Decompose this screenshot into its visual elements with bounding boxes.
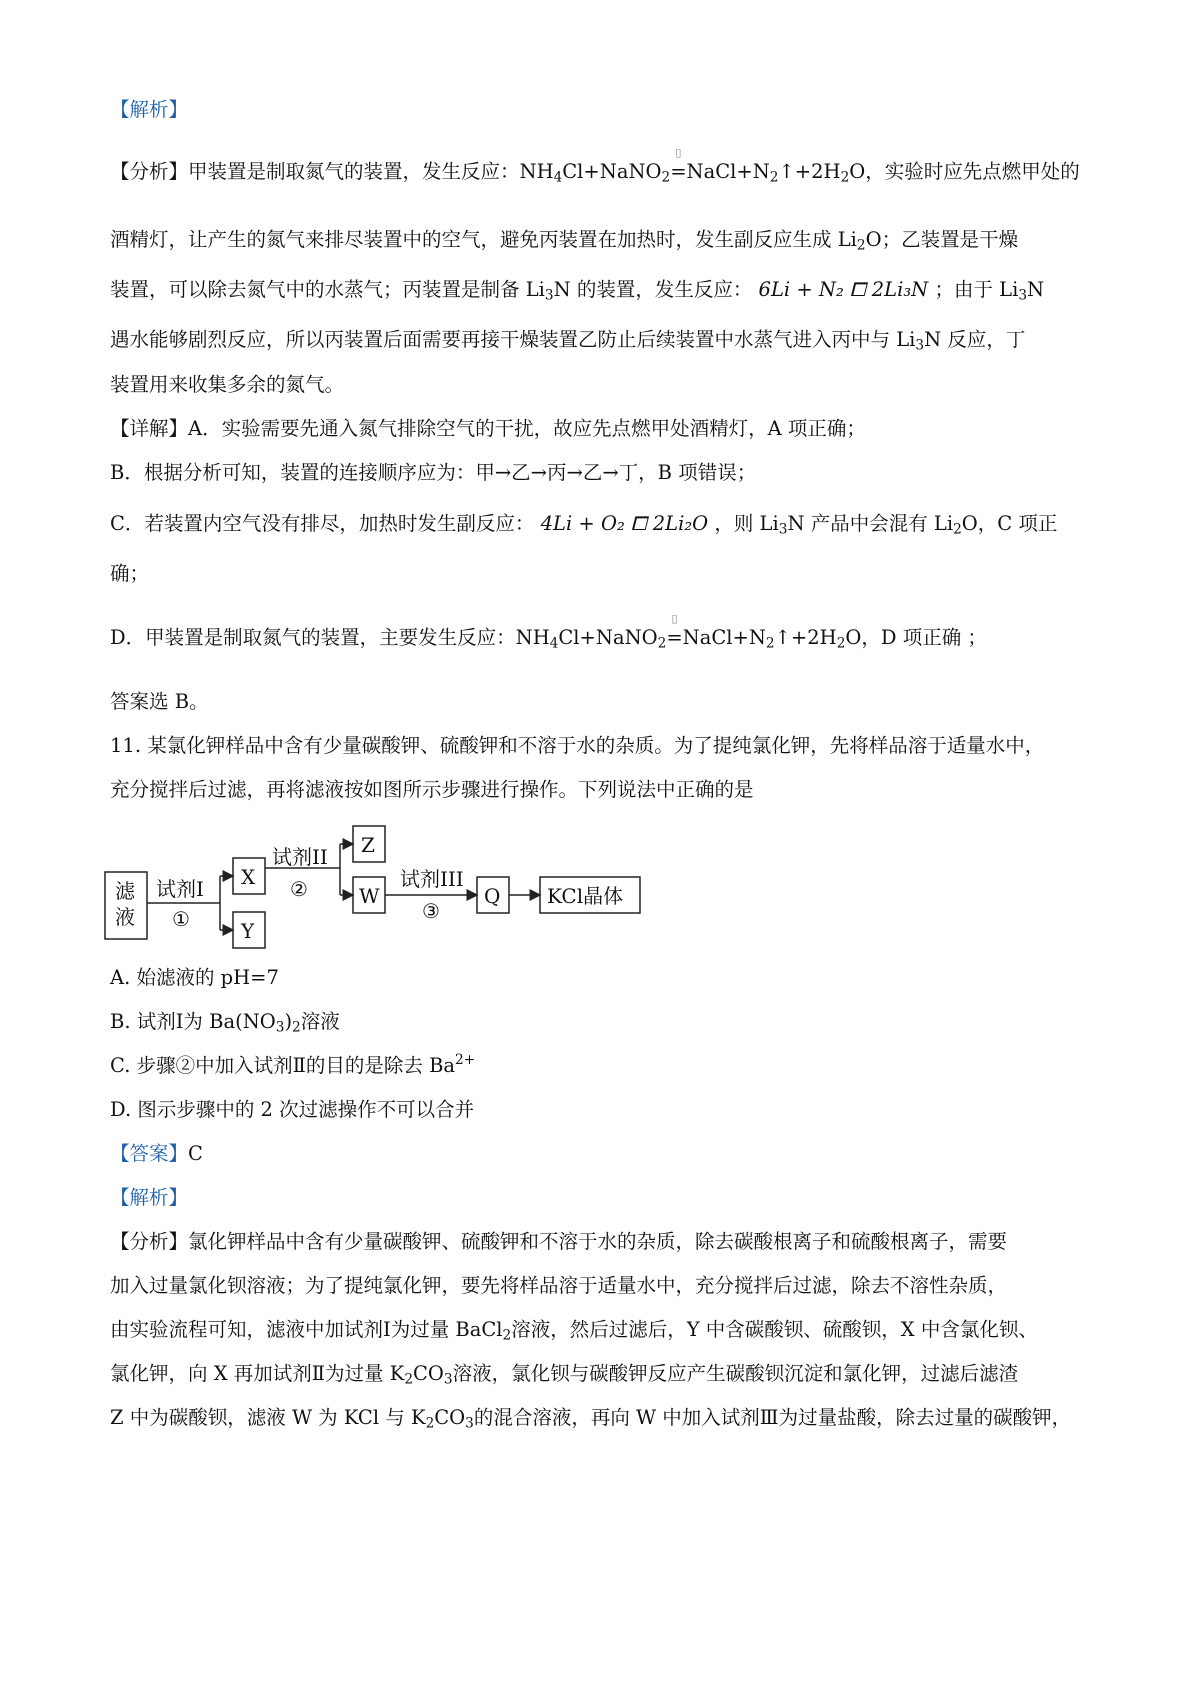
label-reagent2: 试剂II	[272, 845, 328, 869]
option-D: D. 图示步骤中的 2 次过滤操作不可以合并	[110, 1098, 475, 1121]
detail-C: C．若装置内空气没有排尽，加热时发生副反应： 4Li + O₂ ⧠ 2Li₂O ，则 $Li_3N$ 产品中会混有 $Li_2O$，C 项正	[110, 512, 1058, 538]
analysis-line-2: 酒精灯，让产生的氮气来排尽装置中的空气，避免丙装置在加热时，发生副反应生成 $Li_2O$；乙装置是干燥	[110, 228, 1019, 254]
label-q: Q	[484, 884, 501, 908]
option-C: C. 步骤②中加入试剂Ⅱ的目的是除去 $Ba^{2+}$	[110, 1051, 476, 1077]
label-kcl: KCl晶体	[547, 884, 624, 908]
answer-q11: 【答案】C	[110, 1142, 203, 1165]
option-A: A. 始滤液的 pH=7	[110, 966, 279, 989]
q11-analysis-1: 【分析】氯化钾样品中含有少量碳酸钾、硫酸钾和不溶于水的杂质，除去碳酸根离子和硫酸根离子，需要	[110, 1230, 1008, 1253]
label-step3: ③	[422, 899, 440, 923]
analysis-line-4: 遇水能够剧烈反应，所以丙装置后面需要再接干燥装置乙防止后续装置中水蒸气进入丙中与 $Li_3N$ 反应，丁	[110, 328, 1026, 354]
label-reagent3: 试剂III	[400, 867, 464, 891]
label-w: W	[359, 884, 380, 908]
q11-analysis-3: 由实验流程可知，滤液中加试剂Ⅰ为过量 BaCl$_2$溶液，然后过滤后，Y 中含碳酸钡、硫酸钡，X 中含氯化钡、	[110, 1318, 1038, 1344]
label-step1: ①	[172, 907, 190, 931]
label-z: Z	[361, 833, 375, 857]
detail-B: B．根据分析可知，装置的连接顺序应为：甲→乙→丙→乙→丁，B 项错误；	[110, 461, 757, 484]
answer-line: 答案选 B。	[110, 690, 209, 713]
label-y: Y	[241, 919, 255, 943]
analysis-line-3: 装置，可以除去氮气中的水蒸气；丙装置是制备 $Li_3N$ 的装置，发生反应： 6Li + N₂ ⧠ 2Li₃N ；由于 $Li_3N$	[110, 278, 1045, 304]
q11-stem-1: 11. 某氯化钾样品中含有少量碳酸钾、硫酸钾和不溶于水的杂质。为了提纯氯化钾，先将样品溶于适量水中，	[110, 734, 1045, 757]
label-filtrate-2: 液	[115, 905, 135, 929]
q11-analysis-2: 加入过量氯化钡溶液；为了提纯氯化钾，要先将样品溶于适量水中，充分搅拌后过滤，除去不溶性杂质，	[110, 1274, 1008, 1297]
q11-analysis-5: Z 中为碳酸钡，滤液 W 为 KCl 与 $K_2CO_3$的混合溶液，再向 W 中加入试剂Ⅲ为过量盐酸，除去过量的碳酸钾，	[110, 1406, 1072, 1432]
analysis-line-1: 【分析】甲装置是制取氮气的装置，发生反应：$NH_4Cl+NaNO_2$ ▯ $=NaCl+N_2↑+2H_2O$，实验时应先点燃甲处的	[110, 146, 1080, 186]
analysis-line-5: 装置用来收集多余的氮气。	[110, 373, 345, 396]
label-filtrate-1: 滤	[115, 879, 135, 903]
q11-stem-2: 充分搅拌后过滤，再将滤液按如图所示步骤进行操作。下列说法中正确的是	[110, 778, 754, 801]
option-B: B. 试剂Ⅰ为 $Ba(NO_3)_2$溶液	[110, 1010, 340, 1036]
flowchart	[100, 820, 660, 970]
detail-C-cont: 确；	[110, 562, 150, 585]
detail-A: 【详解】A．实验需要先通入氮气排除空气的干扰，故应先点燃甲处酒精灯，A 项正确；	[110, 417, 866, 440]
label-reagent1: 试剂I	[156, 877, 204, 901]
q11-analysis-4: 氯化钾，向 X 再加试剂Ⅱ为过量 $K_2CO_3$溶液，氯化钡与碳酸钾反应产生碳酸钡沉淀和氯化钾，过滤后滤渣	[110, 1362, 1019, 1388]
detail-D: D．甲装置是制取氮气的装置，主要发生反应：$NH_4Cl+NaNO_2$ ▯ $=NaCl+N_2↑+2H_2O$，D 项正确 ；	[110, 612, 987, 652]
label-x: X	[241, 865, 256, 889]
label-step2: ②	[290, 877, 308, 901]
analysis-heading-q11: 【解析】	[110, 1186, 189, 1209]
analysis-heading: 【解析】	[110, 98, 189, 121]
